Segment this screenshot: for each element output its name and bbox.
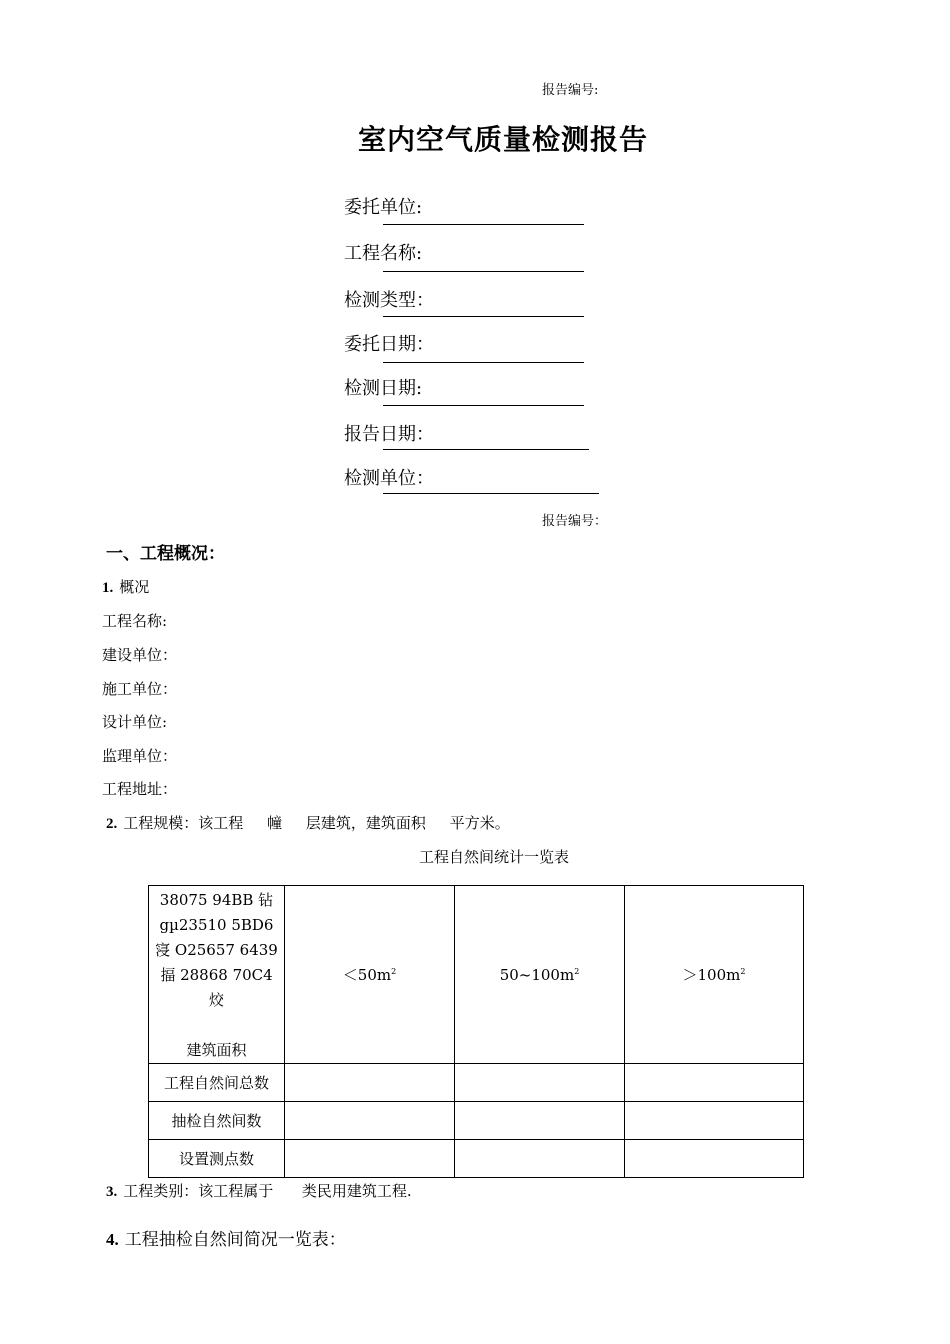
table-cell bbox=[625, 1140, 804, 1178]
corner-label: 建筑面积 bbox=[186, 1041, 247, 1059]
field-project-address: 工程地址： bbox=[102, 780, 178, 798]
table-cell bbox=[285, 1102, 455, 1140]
report-number-label: 报告编号: bbox=[542, 83, 599, 98]
item-3-text bbox=[106, 1180, 412, 1201]
cover-field-test-unit: 检测单位： bbox=[344, 468, 434, 489]
table-cell bbox=[285, 1140, 455, 1178]
item-2-text bbox=[106, 812, 510, 833]
table-cell bbox=[455, 1140, 625, 1178]
cover-line-commission-date bbox=[383, 362, 584, 363]
field-project-name: 工程名称: bbox=[102, 612, 168, 630]
table-cell bbox=[285, 1064, 455, 1102]
corner-line: 揊 28868 70C4 bbox=[160, 966, 273, 984]
section-heading: 一、工程概况： bbox=[106, 544, 225, 564]
cover-line-project-name bbox=[383, 271, 584, 272]
table-row bbox=[149, 1064, 804, 1102]
cover-field-report-date: 报告日期： bbox=[344, 424, 434, 445]
cover-field-project-name: 工程名称: bbox=[344, 243, 423, 264]
item-2-content: 工程规模：该工程 幢 层建筑，建筑面积 平方米。 bbox=[123, 814, 510, 832]
table-cell bbox=[455, 1064, 625, 1102]
corner-line: 38075 94BB 钻 bbox=[159, 891, 274, 909]
corner-line: 寖 O25657 6439 bbox=[155, 941, 278, 959]
cover-field-test-type: 检测类型： bbox=[344, 290, 434, 311]
cover-line-report-date bbox=[383, 449, 589, 450]
table-cell bbox=[625, 1102, 804, 1140]
report-number-label-2: 报告编号： bbox=[542, 514, 608, 529]
cover-line-client bbox=[383, 224, 584, 225]
room-statistics-table bbox=[148, 885, 804, 1178]
item-1-number: 1. bbox=[102, 580, 114, 596]
item-4-text bbox=[106, 1225, 346, 1250]
cover-line-test-unit bbox=[383, 493, 599, 494]
col-header-50-100: $50\sim 100m^2$ bbox=[455, 886, 625, 1064]
col-header-lt50: $<50m^2$ bbox=[285, 886, 455, 1064]
item-3-number: 3. bbox=[106, 1184, 118, 1200]
cover-line-test-type bbox=[383, 316, 584, 317]
cover-field-client: 委托单位: bbox=[344, 197, 423, 218]
col-header-gt100: $>100m^2$ bbox=[625, 886, 804, 1064]
cover-field-commission-date: 委托日期： bbox=[344, 334, 434, 355]
page-title: 室内空气质量检测报告 bbox=[357, 123, 648, 156]
item-1-label: 概况 bbox=[119, 578, 150, 596]
corner-line: gµ23510 5BD6 bbox=[159, 916, 274, 934]
field-supervision-unit: 监理单位： bbox=[102, 747, 178, 765]
corner-line: 烄 bbox=[208, 991, 224, 1009]
field-builder-unit: 施工单位： bbox=[102, 680, 178, 698]
table-corner-cell bbox=[149, 886, 285, 1064]
item-1-heading bbox=[102, 576, 149, 597]
cover-line-test-date bbox=[383, 405, 584, 406]
cover-field-test-date: 检测日期: bbox=[344, 378, 423, 399]
table-caption: 工程自然间统计一览表 bbox=[418, 848, 569, 866]
item-2-number: 2. bbox=[106, 816, 118, 832]
table-row bbox=[149, 1102, 804, 1140]
field-construction-unit: 建设单位： bbox=[102, 646, 178, 664]
table-row bbox=[149, 1140, 804, 1178]
row-label: 工程自然间总数 bbox=[149, 1064, 285, 1102]
field-design-unit: 设计单位: bbox=[102, 713, 168, 731]
item-4-content: 工程抽检自然间简况一览表： bbox=[124, 1230, 346, 1250]
row-label: 抽检自然间数 bbox=[149, 1102, 285, 1140]
table-cell bbox=[625, 1064, 804, 1102]
table-cell bbox=[455, 1102, 625, 1140]
item-3-content: 工程类别：该工程属于 类民用建筑工程. bbox=[123, 1182, 412, 1200]
item-4-number: 4. bbox=[106, 1230, 119, 1249]
row-label: 设置测点数 bbox=[149, 1140, 285, 1178]
